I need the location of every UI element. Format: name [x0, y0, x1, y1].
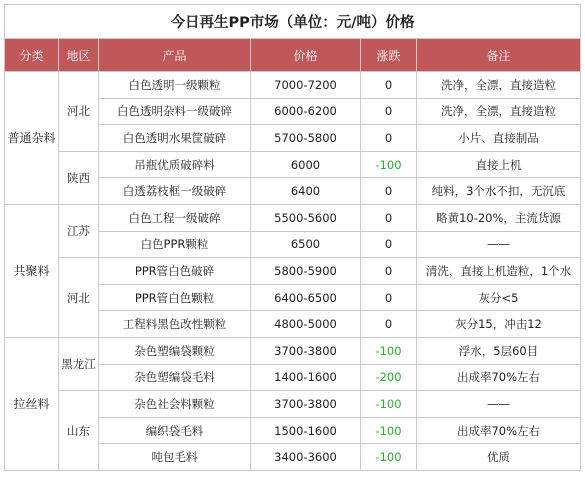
- price-cell: 5500-5600: [251, 204, 361, 231]
- category-cell: 共聚料: [5, 204, 59, 337]
- product-cell: PPR管白色颗粒: [99, 284, 251, 311]
- price-cell: 7000-7200: [251, 72, 361, 99]
- table-row: [5, 72, 581, 99]
- product-cell: 白色透明一级颗粒: [99, 72, 251, 99]
- product-cell: 白色透明杂料一级破碎: [99, 98, 251, 125]
- product-cell: 工程料黑色改性颗粒: [99, 311, 251, 338]
- note-cell: 小片、直接制品: [417, 125, 581, 152]
- table-title: 今日再生PP市场（单位：元/吨）价格: [5, 5, 581, 39]
- price-cell: 6000: [251, 151, 361, 178]
- note-cell: 灰分15，冲击12: [417, 311, 581, 338]
- note-cell: 洗净，全漂，直接造粒: [417, 72, 581, 99]
- note-cell: 纯料，3个水不扣，无沉底: [417, 178, 581, 205]
- region-cell: 山东: [59, 391, 99, 471]
- region-cell: 河北: [59, 258, 99, 338]
- note-cell: 清洗，直接上机造粒，1个水: [417, 258, 581, 285]
- product-cell: PPR管白色破碎: [99, 258, 251, 285]
- price-cell: 1500-1600: [251, 417, 361, 444]
- header-change: 涨跌: [361, 39, 417, 72]
- price-cell: 6500: [251, 231, 361, 258]
- change-cell: -100: [361, 337, 417, 364]
- table-row: [5, 337, 581, 364]
- change-cell: -200: [361, 364, 417, 391]
- note-cell: 直接上机: [417, 151, 581, 178]
- title-row: [5, 5, 581, 39]
- note-cell: 略黄10-20%，主流货源: [417, 204, 581, 231]
- product-cell: 吨包毛料: [99, 444, 251, 471]
- price-cell: 6000-6200: [251, 98, 361, 125]
- region-cell: 江苏: [59, 204, 99, 257]
- change-cell: 0: [361, 204, 417, 231]
- price-cell: 3400-3600: [251, 444, 361, 471]
- region-cell: 黑龙江: [59, 337, 99, 390]
- region-cell: 陕西: [59, 151, 99, 204]
- change-cell: -100: [361, 391, 417, 418]
- product-cell: 白色PPR颗粒: [99, 231, 251, 258]
- category-cell: 普通杂料: [5, 72, 59, 205]
- price-cell: 1400-1600: [251, 364, 361, 391]
- header-note: 备注: [417, 39, 581, 72]
- note-cell: 出成率70%左右: [417, 364, 581, 391]
- change-cell: 0: [361, 98, 417, 125]
- header-region: 地区: [59, 39, 99, 72]
- note-cell: 浮水，5层60目: [417, 337, 581, 364]
- region-cell: 河北: [59, 72, 99, 152]
- product-cell: 编织袋毛料: [99, 417, 251, 444]
- change-cell: -100: [361, 417, 417, 444]
- change-cell: 0: [361, 231, 417, 258]
- product-cell: 杂色塑编袋颗粒: [99, 337, 251, 364]
- note-cell: 出成率70%左右: [417, 417, 581, 444]
- header-category: 分类: [5, 39, 59, 72]
- product-cell: 杂色塑编袋毛料: [99, 364, 251, 391]
- change-cell: -100: [361, 151, 417, 178]
- header-row: [5, 39, 581, 72]
- price-table: [4, 4, 581, 471]
- change-cell: 0: [361, 258, 417, 285]
- note-cell: 优质: [417, 444, 581, 471]
- header-product: 产品: [99, 39, 251, 72]
- change-cell: -100: [361, 444, 417, 471]
- product-cell: 杂色社会料颗粒: [99, 391, 251, 418]
- product-cell: 白色透明水果筐破碎: [99, 125, 251, 152]
- header-price: 价格: [251, 39, 361, 72]
- note-cell: 灰分<5: [417, 284, 581, 311]
- product-cell: 白色工程一级破碎: [99, 204, 251, 231]
- price-cell: 3700-3800: [251, 337, 361, 364]
- price-cell: 5800-5900: [251, 258, 361, 285]
- price-cell: 5700-5800: [251, 125, 361, 152]
- product-cell: 吊瓶优质破碎料: [99, 151, 251, 178]
- change-cell: 0: [361, 178, 417, 205]
- price-cell: 4800-5000: [251, 311, 361, 338]
- note-cell: 洗净，全漂，直接造粒: [417, 98, 581, 125]
- price-table-container: [4, 4, 580, 471]
- change-cell: 0: [361, 311, 417, 338]
- change-cell: 0: [361, 284, 417, 311]
- change-cell: 0: [361, 125, 417, 152]
- price-cell: 6400: [251, 178, 361, 205]
- category-cell: 拉丝料: [5, 337, 59, 470]
- change-cell: 0: [361, 72, 417, 99]
- note-cell: ——: [417, 391, 581, 418]
- price-cell: 6400-6500: [251, 284, 361, 311]
- table-row: [5, 151, 581, 178]
- product-cell: 白透荔枝框一级破碎: [99, 178, 251, 205]
- note-cell: ——: [417, 231, 581, 258]
- table-row: [5, 258, 581, 285]
- table-row: [5, 204, 581, 231]
- table-row: [5, 391, 581, 418]
- price-cell: 3700-3800: [251, 391, 361, 418]
